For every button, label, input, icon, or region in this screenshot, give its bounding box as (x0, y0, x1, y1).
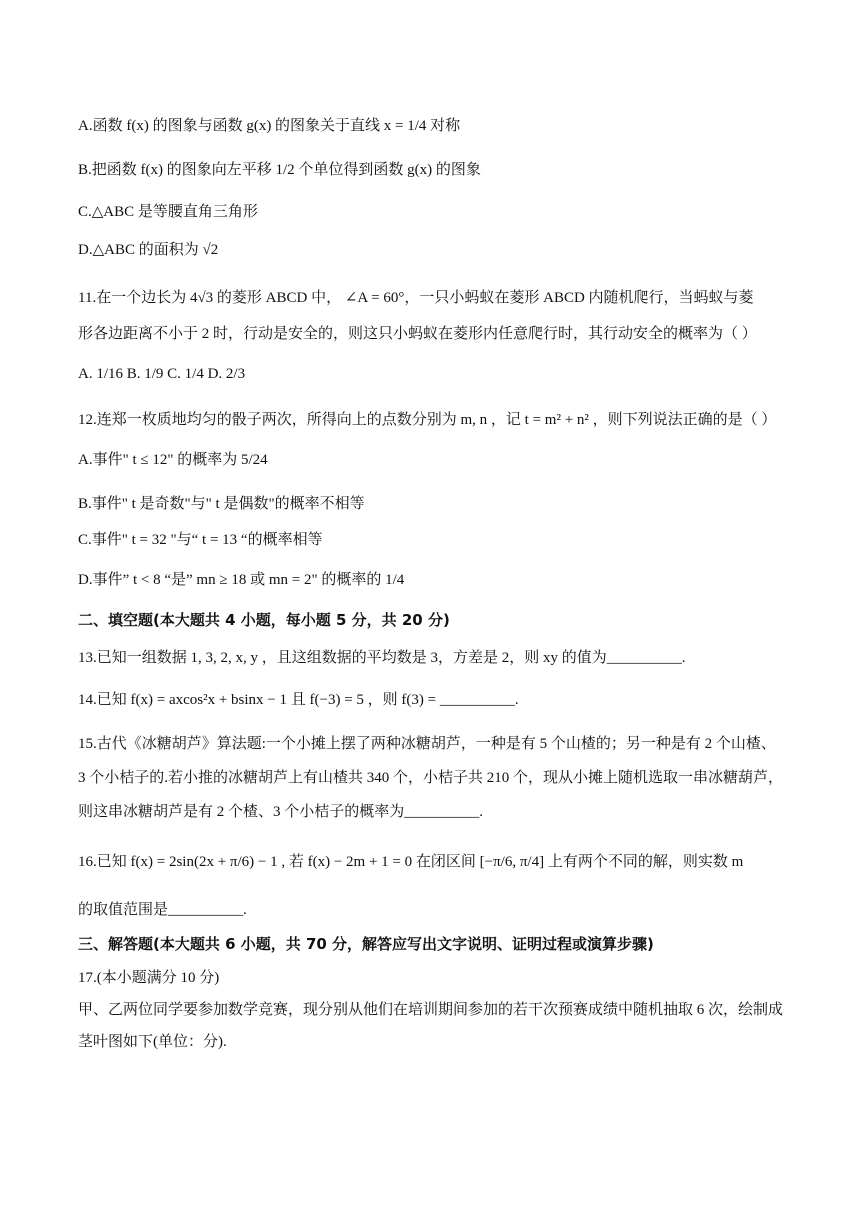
option-10d: D.△ABC 的面积为 √2 (78, 242, 219, 258)
option-10c: C.△ABC 是等腰直角三角形 (78, 204, 258, 220)
question-17-line2: 茎叶图如下(单位：分). (78, 1034, 227, 1050)
option-10b: B.把函数 f(x) 的图象向左平移 1/2 个单位得到函数 g(x) 的图象 (78, 162, 481, 178)
option-12a: A.事件" t ≤ 12" 的概率为 5/24 (78, 452, 268, 468)
question-14: 14.已知 f(x) = axcos²x + bsinx − 1 且 f(−3) = 5 ，则 f(3) = __________. (78, 692, 519, 708)
question-13: 13.已知一组数据 1, 3, 2, x, y ，且这组数据的平均数是 3，方差是 2，则 xy 的值为__________. (78, 650, 686, 666)
question-17-header: 17.(本小题满分 10 分) (78, 970, 220, 986)
question-16-line1: 16.已知 f(x) = 2sin(2x + π/6) − 1 , 若 f(x) − 2m + 1 = 0 在闭区间 [−π/6, π/4] 上有两个不同的解，则实数 m (78, 854, 744, 870)
option-12d: D.事件” t < 8 “是” mn ≥ 18 或 mn = 2" 的概率的 1/4 (78, 572, 405, 588)
section-3-heading: 三、解答题(本大题共 6 小题，共 70 分，解答应写出文字说明、证明过程或演算步骤) (78, 935, 654, 953)
question-17-line1: 甲、乙两位同学要参加数学竞赛，现分别从他们在培训期间参加的若干次预赛成绩中随机抽取 6 次，绘制成 (78, 1002, 784, 1018)
question-11-line2: 形各边距离不小于 2 时，行动是安全的，则这只小蚂蚁在菱形内任意爬行时，其行动安全的概率为（ ） (78, 326, 757, 342)
option-12b: B.事件" t 是奇数"与" t 是偶数"的概率不相等 (78, 496, 365, 512)
question-15-line1: 15.古代《冰糖胡芦》算法题:一个小摊上摆了两种冰糖胡芦，一种是有 5 个山楂的；另一种是有 2 个山楂、 (78, 736, 776, 752)
question-11-line1: 11.在一个边长为 4√3 的菱形 ABCD 中， ∠A = 60°，一只小蚂蚁在菱形 ABCD 内随机爬行，当蚂蚁与菱 (78, 290, 754, 306)
question-15-line3: 则这串冰糖胡芦是有 2 个楂、3 个小桔子的概率为__________. (78, 804, 484, 820)
question-12-stem: 12.连郑一枚质地均匀的骰子两次，所得向上的点数分别为 m, n ，记 t = m² + n² ，则下列说法正确的是（ ） (78, 412, 777, 428)
option-10a: A.函数 f(x) 的图象与函数 g(x) 的图象关于直线 x = 1/4 对称 (78, 118, 461, 134)
option-12c: C.事件" t = 32 "与“ t = 13 “的概率相等 (78, 532, 323, 548)
section-2-heading: 二、填空题(本大题共 4 小题，每小题 5 分，共 20 分) (78, 611, 450, 629)
question-11-options: A. 1/16 B. 1/9 C. 1/4 D. 2/3 (78, 366, 246, 382)
question-15-line2: 3 个小桔子的.若小推的冰糖胡芦上有山楂共 340 个，小桔子共 210 个，现从小摊上随机选取一串冰糖葫芦， (78, 770, 784, 786)
question-16-line2: 的取值范围是__________. (78, 902, 247, 918)
